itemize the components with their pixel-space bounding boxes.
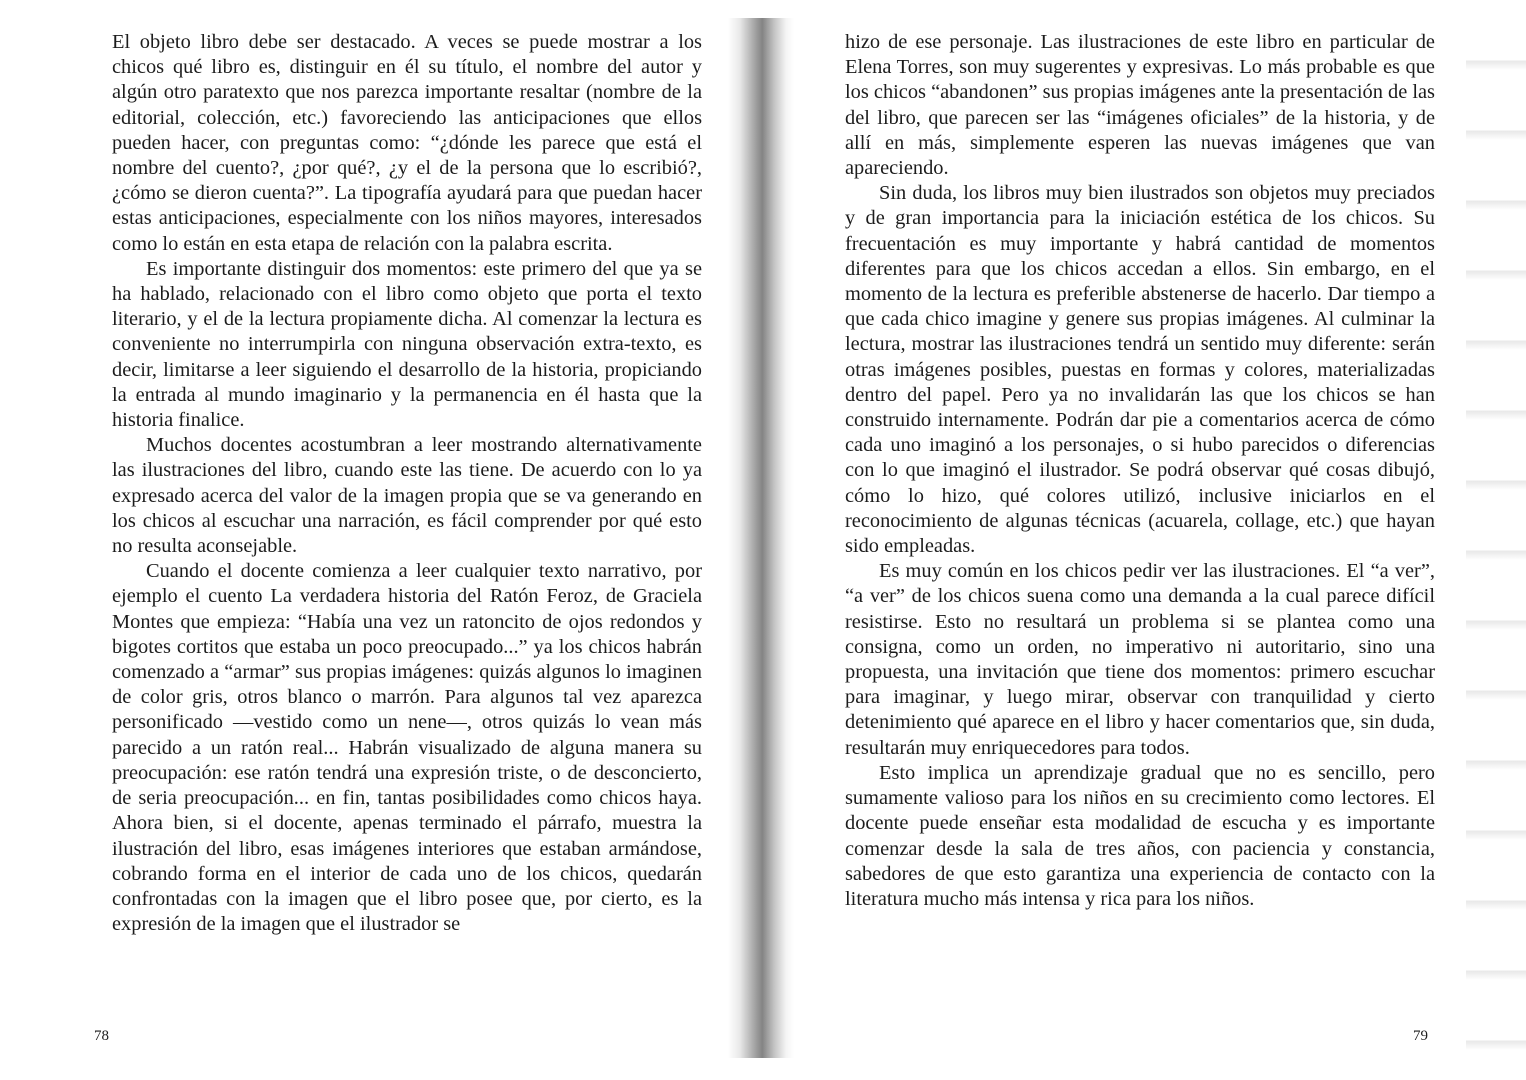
left-paragraph-3: Muchos docentes acostumbran a leer mostrando alternativamente las ilustraciones del libro, cuando este las tiene. De acuerdo con lo ya expresado acerca del valor de la imagen propia que se va generando en los chicos al escuchar una narración, es fácil comprender por qué esto no resulta aconsejable. (112, 434, 702, 558)
right-paragraph-1: hizo de ese personaje. Las ilustraciones de este libro en particular de Elena Torres, son muy sugerentes y expresivas. Lo más probable es que los chicos “abandonen” sus propias imágenes ante la presentación de las del libro, que parecen ser las “imágenes oficiales” de la historia, y de allí en más, simplemente esperen las nuevas imágenes que van apareciendo. (845, 31, 1435, 180)
left-paragraph-2: Es importante distinguir dos momentos: este primero del que ya se ha hablado, relacionado con el libro como objeto que porta el texto literario, y el de la lectura propiamente dicha. Al comenzar la lectura es conveniente no interrumpirla con ninguna observación extra-texto, es decir, limitarse a leer siguiendo el desarrollo de la historia, propiciando la entrada al mundo imaginario y la permanencia en él hasta que la historia finalice. (112, 257, 702, 432)
left-page (112, 30, 702, 937)
book-gutter-shadow (728, 18, 794, 1058)
left-paragraph-4: Cuando el docente comienza a leer cualquier texto narrativo, por ejemplo el cuento La verdadera historia del Ratón Feroz, de Graciela Montes que empieza: “Había una vez un ratoncito de ojos redondos y bigotes cortitos que estaba un poco preocupado...” ya los chicos habrán comenzado a “armar” sus propias imágenes: quizás algunos lo imaginen de color gris, otros blanco o marrón. Para algunos tal vez aparezca personificado —vestido como un nene—, otros quizás lo vean más parecido a un ratón real... Habrán visualizado de alguna manera su preocupación: ese ratón tendrá una expresión triste, o de desconcierto, de seria preocupación... en fin, tantas posibilidades como chicos haya. Ahora bien, si el docente, apenas terminado el párrafo, muestra la ilustración del libro, esas imágenes interiores que estaban armándose, cobrando forma en el interior de cada uno de los chicos, quedarán confrontadas con la imagen que el libro posee que, por cierto, es la expresión de la imagen que el ilustrador se (112, 560, 702, 936)
right-paragraph-3: Es muy común en los chicos pedir ver las ilustraciones. El “a ver”, “a ver” de los chicos suena como una demanda a la cual parece difícil resistirse. Esto no resultará un problema si se plantea como una consigna, como un orden, no imperativo ni autoritario, sino una propuesta, una invitación que tiene dos momentos: primero escuchar para imaginar, y luego mirar, observar con tranquilidad y cierto detenimiento qué aparece en el libro y hacer comentarios que, sin duda, resultarán muy enriquecedores para todos. (845, 560, 1435, 759)
left-paragraph-1: El objeto libro debe ser destacado. A veces se puede mostrar a los chicos qué libro es, distinguir en él su título, el nombre del autor y algún otro paratexto que nos parezca importante resaltar (nombre de la editorial, colección, etc.) favoreciendo las anticipaciones que ellos pueden hacer, con preguntas como: “¿dónde les parece que está el nombre del cuento?, ¿por qué?, ¿y el de la persona que lo escribió?, ¿cómo se dieron cuenta?”. La tipografía ayudará para que puedan hacer estas anticipaciones, especialmente con los niños mayores, interesados como lo están en esta etapa de relación con la palabra escrita. (112, 31, 702, 255)
right-page-number: 79 (1413, 1028, 1428, 1044)
right-paragraph-4: Esto implica un aprendizaje gradual que no es sencillo, pero sumamente valioso para los niños en su crecimiento como lectores. El docente puede enseñar esta modalidad de escucha y es importante comenzar desde la sala de tres años, con paciencia y constancia, sabedores de que esto garantiza una experiencia de contacto con la literatura mucho más intensa y rica para los niños. (845, 761, 1435, 910)
left-page-number: 78 (94, 1028, 109, 1044)
right-paragraph-2: Sin duda, los libros muy bien ilustrados son objetos muy preciados y de gran importancia para la iniciación estética de los chicos. Su frecuentación es muy importante y habrá cantidad de momentos diferentes para que los chicos accedan a ellos. Sin embargo, en el momento de la lectura es preferible abstenerse de hacerlo. Dar tiempo a que cada chico imagine y genere sus propias imágenes. Al culminar la lectura, mostrar las ilustraciones tendrá un sentido muy diferente: serán otras imágenes posibles, puestas en formas y colores, materializadas dentro del papel. Pero ya no invalidarán las que los chicos se han construido internamente. Podrán dar pie a comentarios acerca de cómo cada uno imaginó a los personajes, o si hubo parecidos o diferencias con lo que imaginó el ilustrador. Se podrá observar qué cosas dibujó, cómo lo hizo, qué colores utilizó, inclusive iniciarlos en el reconocimiento de algunas técnicas (acuarela, collage, etc.) que hayan sido empleadas. (845, 182, 1435, 558)
right-page (845, 30, 1435, 912)
page-edge-marks (1466, 0, 1526, 1080)
